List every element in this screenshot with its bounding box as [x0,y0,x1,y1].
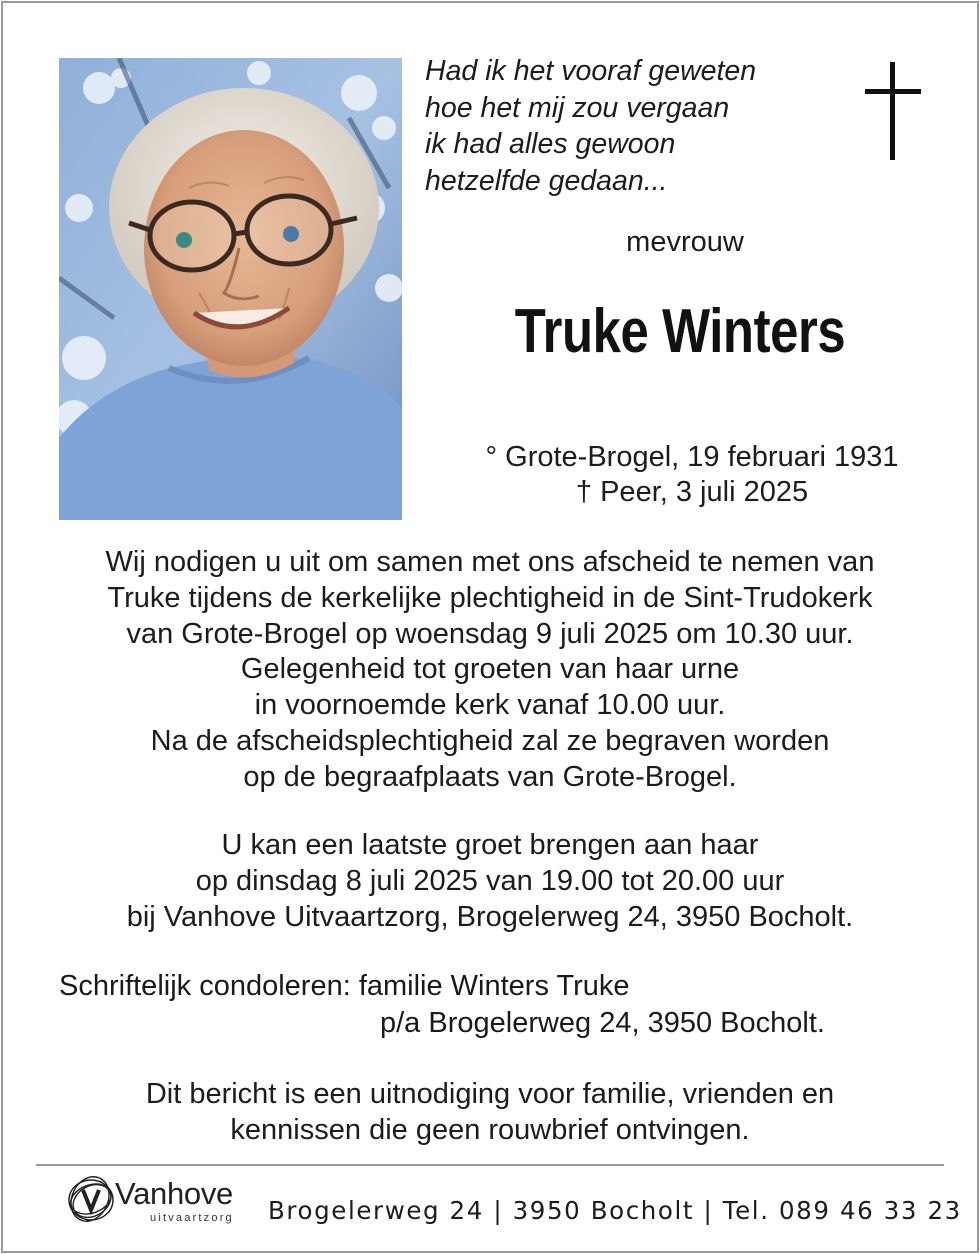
poem-line: ik had alles gewoon [425,128,676,160]
logo-name: Vanhove [115,1176,233,1211]
divider [36,1164,944,1166]
honorific: mevrouw [626,226,744,258]
notice-text [30,1077,950,1149]
visitation-text [30,828,950,935]
text-line: van Grote-Brogel op woensdag 9 juli 2025 om 10.30 uur. [126,617,854,650]
deceased-name: Truke Winters [514,297,846,366]
text-line: op de begraafplaats van Grote-Brogel. [243,760,737,793]
birth-line: ° Grote-Brogel, 19 februari 1931 [485,441,899,473]
life-dates [420,440,964,510]
portrait-photo [59,58,402,520]
invitation-text [30,545,950,796]
death-line: † Peer, 3 juli 2025 [575,476,809,508]
logo-subtitle: uitvaartzorg [150,1212,234,1224]
text-line: U kan een laatste groet brengen aan haar [221,829,759,861]
text-line: in voornoemde kerk vanaf 10.00 uur. [254,689,726,722]
footer-contact: Brogelerweg 24 | 3950 Bocholt | Tel. 089 46 33 23 [268,1196,962,1225]
text-line: op dinsdag 8 juli 2025 van 19.00 tot 20.00 uur [195,864,785,897]
text-line: Dit bericht is een uitnodiging voor familie, vrienden en [145,1078,835,1110]
text-line: Wij nodigen u uit om samen met ons afscheid te nemen van [105,546,875,578]
text-line: Na de afscheidsplechtigheid zal ze begraven worden [150,724,830,757]
text-line: kennissen die geen rouwbrief ontvingen. [230,1113,750,1146]
poem [425,53,845,199]
latin-cross-icon [862,62,924,160]
condolence-line-1: Schriftelijk condoleren: familie Winters Truke [59,970,630,1002]
text-line: bij Vanhove Uitvaartzorg, Brogelerweg 24, 3950 Bocholt. [126,900,854,933]
text-line: Gelegenheid tot groeten van haar urne [240,653,740,686]
poem-line: hetzelfde gedaan... [425,164,668,197]
poem-line: Had ik het vooraf geweten [425,55,757,87]
condolence-line-2: p/a Brogelerweg 24, 3950 Bocholt. [380,1007,825,1039]
poem-line: hoe het mij zou vergaan [425,91,730,124]
text-line: Truke tijdens de kerkelijke plechtigheid in de Sint-Trudokerk [107,581,873,614]
